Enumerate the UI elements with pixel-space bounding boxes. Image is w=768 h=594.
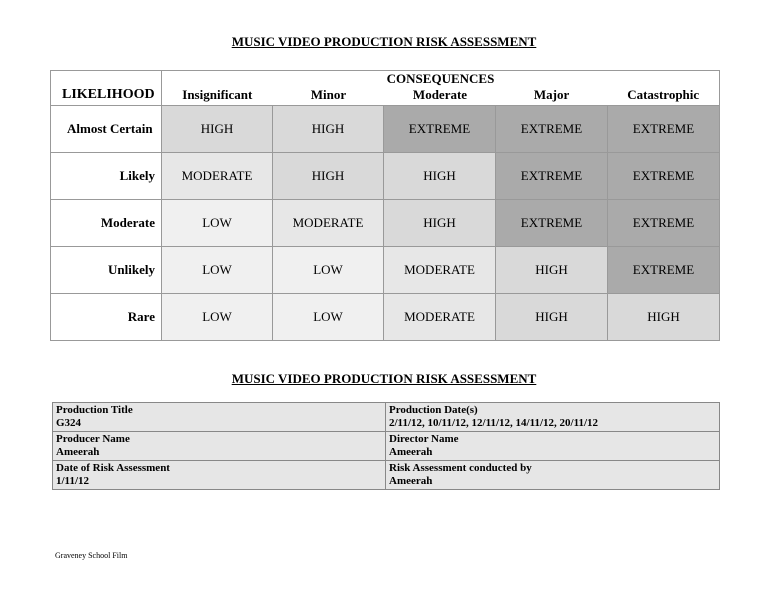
risk-cell: EXTREME — [496, 153, 608, 200]
production-dates-value: 2/11/12, 10/11/12, 12/11/12, 14/11/12, 20/11/12 — [389, 417, 599, 429]
director-label: Director Name — [389, 433, 459, 445]
assessment-date-value: 1/11/12 — [56, 475, 90, 487]
risk-cell: LOW — [273, 247, 384, 294]
risk-cell: MODERATE — [384, 247, 496, 294]
row-label: Moderate — [51, 200, 162, 247]
risk-cell: EXTREME — [496, 200, 608, 247]
consequences-header-cell — [162, 71, 720, 106]
risk-cell: HIGH — [162, 106, 273, 153]
row-label: Rare — [51, 294, 162, 341]
risk-cell: HIGH — [384, 153, 496, 200]
risk-cell: LOW — [162, 294, 273, 341]
risk-cell: MODERATE — [162, 153, 273, 200]
risk-cell: LOW — [273, 294, 384, 341]
risk-matrix — [50, 70, 720, 341]
risk-cell: EXTREME — [608, 153, 720, 200]
production-title-label: Production Title — [56, 404, 133, 416]
director-cell — [386, 432, 720, 461]
consequences-header: CONSEQUENCES — [386, 71, 495, 86]
likelihood-header: LIKELIHOOD — [51, 71, 162, 106]
assessment-date-cell — [53, 461, 386, 490]
risk-cell: HIGH — [496, 294, 608, 341]
conducted-by-label: Risk Assessment conducted by — [389, 462, 532, 474]
producer-value: Ameerah — [56, 446, 100, 458]
matrix-title: MUSIC VIDEO PRODUCTION RISK ASSESSMENT — [231, 34, 537, 49]
production-dates-label: Production Date(s) — [389, 404, 478, 416]
row-label: Likely — [51, 153, 162, 200]
risk-cell: HIGH — [384, 200, 496, 247]
risk-cell: EXTREME — [608, 200, 720, 247]
conducted-by-cell — [386, 461, 720, 490]
producer-label: Producer Name — [56, 433, 130, 445]
producer-cell — [53, 432, 386, 461]
assessment-date-label: Date of Risk Assessment — [56, 462, 170, 474]
risk-cell: LOW — [162, 200, 273, 247]
risk-cell: LOW — [162, 247, 273, 294]
column-header: Catastrophic — [627, 87, 700, 102]
production-details-table — [52, 402, 720, 490]
risk-cell: MODERATE — [273, 200, 384, 247]
column-header: Moderate — [412, 87, 468, 102]
risk-cell: EXTREME — [384, 106, 496, 153]
production-title-cell — [53, 403, 386, 432]
risk-cell: HIGH — [273, 153, 384, 200]
risk-cell: HIGH — [608, 294, 720, 341]
risk-cell: EXTREME — [608, 247, 720, 294]
column-header: Major — [533, 87, 570, 102]
risk-cell: MODERATE — [384, 294, 496, 341]
column-header: Insignificant — [182, 87, 253, 102]
column-header: Minor — [310, 87, 347, 102]
production-dates-cell — [386, 403, 720, 432]
conducted-by-value: Ameerah — [389, 475, 433, 487]
director-value: Ameerah — [389, 446, 433, 458]
production-title-value: G324 — [56, 417, 82, 429]
row-label: Unlikely — [51, 247, 162, 294]
risk-cell: EXTREME — [608, 106, 720, 153]
details-title: MUSIC VIDEO PRODUCTION RISK ASSESSMENT — [231, 371, 537, 386]
risk-cell: EXTREME — [496, 106, 608, 153]
row-label: Almost Certain — [51, 106, 162, 153]
risk-cell: HIGH — [273, 106, 384, 153]
footer-text: Graveney School Film — [55, 551, 128, 560]
risk-cell: HIGH — [496, 247, 608, 294]
